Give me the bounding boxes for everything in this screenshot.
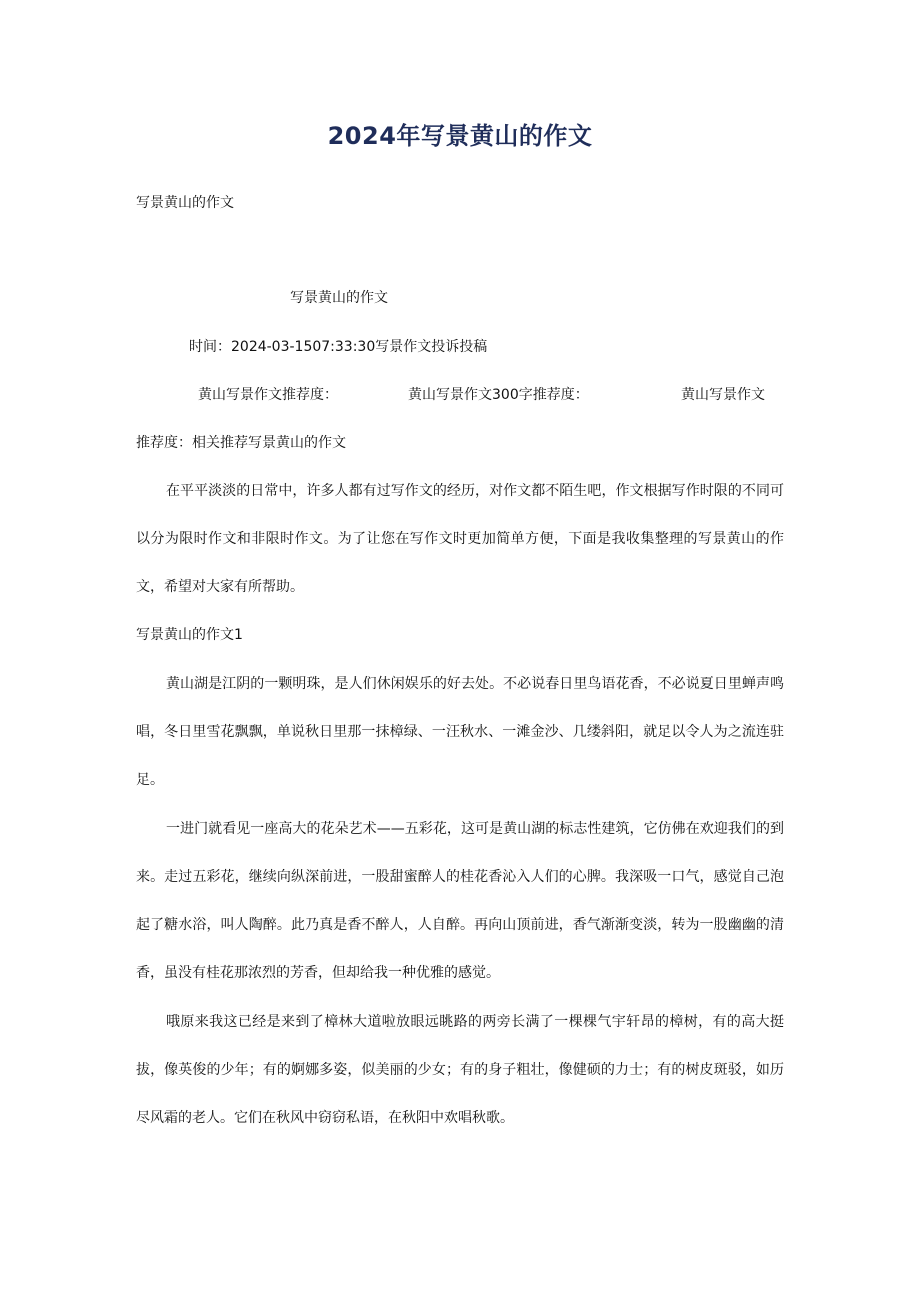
subtitle: 写景黄山的作文 <box>136 195 234 211</box>
document-title: 2024年写景黄山的作文 <box>327 122 593 150</box>
body-paragraph-1: 黄山湖是江阴的一颗明珠，是人们休闲娱乐的好去处。不必说春日里鸟语花香，不必说夏日里蝉声鸣唱，冬日里雪花飘飘，单说秋日里那一抹樟绿、一汪秋水、一滩金沙、几缕斜阳，就足以令人为之流连驻足。 <box>136 676 784 788</box>
recommend-4: 推荐度：相关推荐写景黄山的作文 <box>136 435 346 451</box>
recommend-1: 黄山写景作文推荐度： <box>198 387 338 403</box>
body-paragraph-3: 哦原来我这已经是来到了樟林大道啦放眼远眺路的两旁长满了一棵棵气宇轩昂的樟树，有的高大挺拔，像英俊的少年；有的婀娜多姿，似美丽的少女；有的身子粗壮，像健硕的力士；有的树皮斑驳，如历尽风霜的老人。它们在秋风中窃窃私语，在秋阳中欢唱秋歌。 <box>136 1014 784 1126</box>
recommend-3: 黄山写景作文 <box>681 387 765 403</box>
intro-paragraph: 在平平淡淡的日常中，许多人都有过写作文的经历，对作文都不陌生吧，作文根据写作时限的不同可以分为限时作文和非限时作文。为了让您在写作文时更加简单方便，下面是我收集整理的写景黄山的作文，希望对大家有所帮助。 <box>136 483 784 595</box>
body-paragraph-2: 一进门就看见一座高大的花朵艺术——五彩花，这可是黄山湖的标志性建筑，它仿佛在欢迎我们的到来。走过五彩花，继续向纵深前进，一股甜蜜醉人的桂花香沁入人们的心脾。我深吸一口气，感觉自己泡起了糖水浴，叫人陶醉。此乃真是香不醉人，人自醉。再向山顶前进，香气渐渐变淡，转为一股幽幽的清香，虽没有桂花那浓烈的芳香，但却给我一种优雅的感觉。 <box>136 821 784 981</box>
center-title: 写景黄山的作文 <box>290 290 388 306</box>
section-heading: 写景黄山的作文1 <box>136 627 243 643</box>
meta-line: 时间：2024-03-1507:33:30写景作文投诉投稿 <box>189 339 488 355</box>
recommend-2: 黄山写景作文300字推荐度： <box>408 387 589 403</box>
